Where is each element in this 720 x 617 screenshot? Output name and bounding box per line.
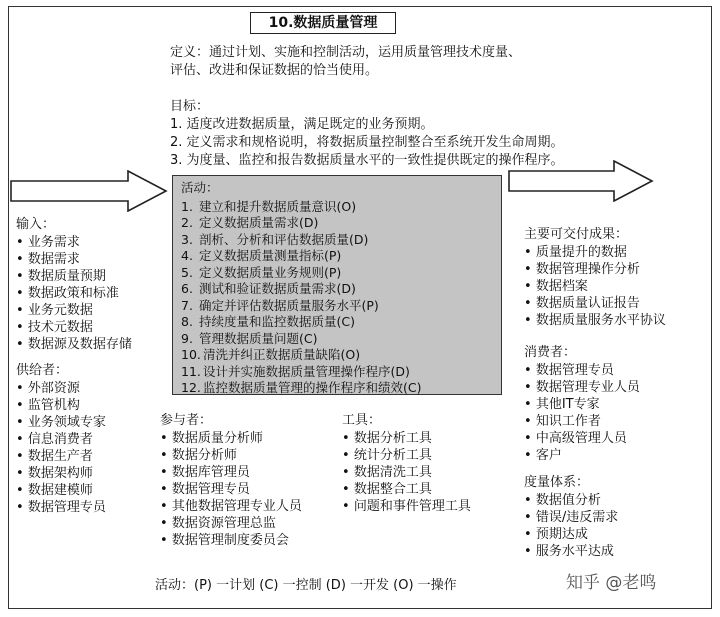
watermark [566, 573, 656, 594]
list-item: • 数据管理操作分析 [524, 261, 666, 278]
consumers-header: 消费者： [524, 345, 577, 360]
activity-item: 8. 持续度量和监控数据质量(C) [181, 314, 355, 329]
list-item: • 数据政策和标准 [16, 285, 132, 302]
activity-item: 12. 监控数据质量管理的操作程序和绩效(C) [181, 380, 422, 395]
activity-item: 10. 清洗并纠正数据质量缺陷(O) [181, 347, 361, 362]
list-item: • 数据库管理员 [160, 464, 302, 481]
list-item: • 数据建模师 [16, 482, 106, 499]
deliverables-header: 主要可交付成果： [524, 227, 629, 242]
list-item: • 其他IT专家 [524, 396, 640, 413]
list-item: • 数据管理专员 [524, 362, 640, 379]
tools-header: 工具： [342, 413, 382, 428]
list-item: • 中高级管理人员 [524, 430, 640, 447]
suppliers-list [16, 362, 106, 516]
list-item: • 统计分析工具 [342, 447, 471, 464]
list-item: • 服务水平达成 [524, 543, 618, 560]
list-item: • 数据架构师 [16, 465, 106, 482]
list-item: • 数据整合工具 [342, 481, 471, 498]
activities-box [172, 175, 502, 395]
goal-item: 2. 定义需求和规格说明，将数据质量控制整合至系统开发生命周期。 [170, 135, 564, 150]
list-item: • 知识工作者 [524, 413, 640, 430]
consumers-list [524, 344, 640, 464]
list-item: • 数据管理专业人员 [524, 379, 640, 396]
list-item: • 数据资源管理总监 [160, 515, 302, 532]
goal-item: 3. 为度量、监控和报告数据质量水平的一致性提供既定的操作程序。 [170, 153, 564, 168]
goal-item: 1. 适度改进数据质量，满足既定的业务预期。 [170, 117, 434, 132]
activity-item: 6. 测试和验证数据质量需求(D) [181, 281, 356, 296]
list-item: • 数据值分析 [524, 492, 618, 509]
list-item: • 客户 [524, 447, 640, 464]
list-item: • 数据需求 [16, 251, 132, 268]
participants-list [160, 412, 302, 549]
list-item: • 数据分析工具 [342, 430, 471, 447]
activity-item: 4. 定义数据质量测量指标(P) [181, 248, 342, 263]
tools-list [342, 412, 471, 515]
list-item: • 数据质量预期 [16, 268, 132, 285]
list-item: • 数据管理专员 [160, 481, 302, 498]
list-item: • 预期达成 [524, 526, 618, 543]
output-arrow-icon [508, 160, 654, 202]
list-item: • 数据质量认证报告 [524, 295, 666, 312]
goals-header: 目标： [170, 99, 210, 114]
metrics-header: 度量体系： [524, 475, 590, 490]
list-item: • 数据质量服务水平协议 [524, 312, 666, 329]
list-item: • 业务需求 [16, 234, 132, 251]
list-item: • 监管机构 [16, 397, 106, 414]
activity-item: 3. 剖析、分析和评估数据质量(D) [181, 231, 369, 247]
list-item: • 业务领域专家 [16, 414, 106, 431]
activity-item: 9. 管理数据质量问题(C) [181, 330, 318, 346]
list-item: • 数据生产者 [16, 448, 106, 465]
deliverables-list [524, 226, 666, 329]
input-arrow-icon [10, 170, 168, 212]
list-item: • 错误/违反需求 [524, 509, 618, 526]
definition [170, 44, 630, 80]
metrics-list [524, 474, 618, 560]
inputs-header: 输入： [16, 217, 56, 232]
list-item: • 数据管理制度委员会 [160, 532, 302, 549]
list-item: • 数据质量分析师 [160, 430, 302, 447]
list-item: • 信息消费者 [16, 431, 106, 448]
activity-item: 1. 建立和提升数据质量意识(O) [181, 198, 357, 214]
definition-line-2: 评估、改进和保证数据的恰当使用。 [170, 63, 379, 78]
watermark-text: 知乎 @老鸣 [566, 573, 657, 593]
activity-item: 7. 确定并评估数据质量服务水平(P) [181, 297, 379, 313]
list-item: • 数据管理专员 [16, 499, 106, 516]
list-item: • 数据分析师 [160, 447, 302, 464]
list-item: • 业务元数据 [16, 302, 132, 319]
list-item: • 外部资源 [16, 380, 106, 397]
list-item: • 数据清洗工具 [342, 464, 471, 481]
list-item: • 数据源及数据存储 [16, 336, 132, 353]
activities-header: 活动： [181, 180, 219, 195]
list-item: • 质量提升的数据 [524, 244, 666, 261]
suppliers-header: 供给者： [16, 363, 69, 378]
inputs-list [16, 216, 132, 353]
activity-item: 5. 定义数据质量业务规则(P) [181, 264, 342, 280]
definition-line-1: 定义：通过计划、实施和控制活动，运用质量管理技术度量、 [170, 45, 522, 60]
activity-item: 2. 定义数据质量需求(D) [181, 215, 319, 230]
list-item: • 数据档案 [524, 278, 666, 295]
diagram-title: 10.数据质量管理 [250, 12, 396, 34]
activity-item: 11. 设计并实施数据质量管理操作程序(D) [181, 363, 410, 379]
list-item: • 其他数据管理专业人员 [160, 498, 302, 515]
activity-legend: 活动：(P) 一计划 (C) 一控制 (D) 一开发 (O) 一操作 [155, 578, 457, 593]
list-item: • 技术元数据 [16, 319, 132, 336]
participants-header: 参与者： [160, 413, 213, 428]
list-item: • 问题和事件管理工具 [342, 498, 471, 515]
